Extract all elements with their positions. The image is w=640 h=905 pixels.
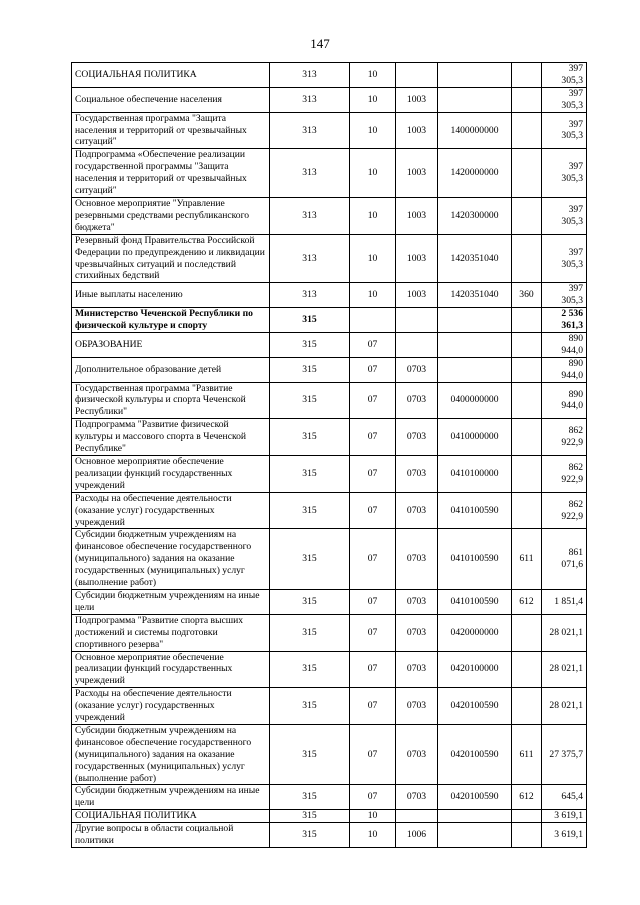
cell-subsection-code: 0703 <box>396 614 438 651</box>
cell-expense-type <box>512 357 542 382</box>
cell-expense-type <box>512 382 542 419</box>
cell-amount: 890 944,0 <box>542 357 587 382</box>
cell-expense-name: СОЦИАЛЬНАЯ ПОЛИТИКА <box>72 810 270 823</box>
cell-expense-name: Подпрограмма "Развитие спорта высших достижений и системы подготовки спортивного резерва" <box>72 614 270 651</box>
cell-expense-name: Субсидии бюджетным учреждениям на иные цели <box>72 785 270 810</box>
table-row <box>72 688 587 725</box>
cell-subsection-code: 1006 <box>396 823 438 848</box>
cell-expense-type <box>512 614 542 651</box>
cell-target-article: 0420100000 <box>438 651 512 688</box>
cell-section-code: 10 <box>350 197 396 234</box>
cell-expense-name: Расходы на обеспечение деятельности (оказание услуг) государственных учреждений <box>72 492 270 529</box>
cell-expense-type <box>512 456 542 493</box>
cell-section-code: 07 <box>350 456 396 493</box>
cell-expense-name: Субсидии бюджетным учреждениям на финансовое обеспечение государственного (муниципального) задания на оказание государственных (муниципальных) услуг (выполнение работ) <box>72 529 270 590</box>
cell-ministry-code: 315 <box>270 308 350 333</box>
cell-expense-type <box>512 492 542 529</box>
table-row <box>72 823 587 848</box>
cell-section-code: 10 <box>350 63 396 88</box>
cell-amount: 890 944,0 <box>542 382 587 419</box>
cell-expense-name: Основное мероприятие обеспечение реализации функций государственных учреждений <box>72 456 270 493</box>
cell-section-code: 07 <box>350 529 396 590</box>
cell-section-code: 07 <box>350 332 396 357</box>
cell-ministry-code: 315 <box>270 456 350 493</box>
budget-table <box>71 62 587 848</box>
table-row <box>72 419 587 456</box>
cell-subsection-code: 0703 <box>396 651 438 688</box>
cell-subsection-code: 0703 <box>396 492 438 529</box>
cell-section-code: 10 <box>350 87 396 112</box>
table-row <box>72 357 587 382</box>
cell-amount: 862 922,9 <box>542 419 587 456</box>
cell-section-code: 10 <box>350 149 396 198</box>
cell-amount: 862 922,9 <box>542 492 587 529</box>
cell-target-article: 0410100000 <box>438 456 512 493</box>
cell-expense-name: Субсидии бюджетным учреждениям на финансовое обеспечение государственного (муниципального) задания на оказание государственных (муниципальных) услуг (выполнение работ) <box>72 724 270 785</box>
cell-section-code: 10 <box>350 234 396 283</box>
cell-expense-name: Государственная программа "Развитие физической культуры и спорта Чеченской Республики" <box>72 382 270 419</box>
cell-section-code: 10 <box>350 283 396 308</box>
cell-ministry-code: 315 <box>270 785 350 810</box>
cell-section-code: 07 <box>350 419 396 456</box>
cell-ministry-code: 313 <box>270 234 350 283</box>
cell-target-article <box>438 87 512 112</box>
cell-subsection-code: 0703 <box>396 382 438 419</box>
cell-amount: 28 021,1 <box>542 688 587 725</box>
cell-expense-type <box>512 197 542 234</box>
cell-expense-name: Субсидии бюджетным учреждениям на иные цели <box>72 589 270 614</box>
cell-section-code: 10 <box>350 112 396 149</box>
cell-subsection-code <box>396 63 438 88</box>
table-body <box>72 63 587 848</box>
cell-section-code: 10 <box>350 823 396 848</box>
cell-section-code: 07 <box>350 357 396 382</box>
cell-expense-type <box>512 63 542 88</box>
table-row <box>72 382 587 419</box>
table-row <box>72 308 587 333</box>
cell-amount: 27 375,7 <box>542 724 587 785</box>
cell-target-article: 1420351040 <box>438 234 512 283</box>
cell-amount: 3 619,1 <box>542 823 587 848</box>
cell-ministry-code: 313 <box>270 112 350 149</box>
cell-amount: 2 536 361,3 <box>542 308 587 333</box>
cell-target-article <box>438 308 512 333</box>
cell-target-article: 0410100590 <box>438 492 512 529</box>
cell-section-code: 07 <box>350 724 396 785</box>
cell-target-article <box>438 823 512 848</box>
table-row <box>72 234 587 283</box>
table-row <box>72 456 587 493</box>
cell-subsection-code: 1003 <box>396 87 438 112</box>
table-row <box>72 589 587 614</box>
cell-section-code: 07 <box>350 589 396 614</box>
cell-expense-type <box>512 234 542 283</box>
cell-subsection-code: 1003 <box>396 149 438 198</box>
cell-expense-name: Дополнительное образование детей <box>72 357 270 382</box>
cell-expense-name: Министерство Чеченской Республики по физической культуре и спорту <box>72 308 270 333</box>
cell-section-code: 07 <box>350 785 396 810</box>
cell-section-code: 07 <box>350 651 396 688</box>
cell-expense-name: Другие вопросы в области социальной политики <box>72 823 270 848</box>
cell-subsection-code: 0703 <box>396 589 438 614</box>
table-row <box>72 614 587 651</box>
cell-expense-name: Резервный фонд Правительства Российской Федерации по предупреждению и ликвидации чрезвычайных ситуаций и последствий стихийных бедствий <box>72 234 270 283</box>
cell-ministry-code: 315 <box>270 589 350 614</box>
cell-target-article: 0400000000 <box>438 382 512 419</box>
cell-subsection-code: 1003 <box>396 112 438 149</box>
table-row <box>72 332 587 357</box>
cell-ministry-code: 315 <box>270 529 350 590</box>
cell-ministry-code: 315 <box>270 810 350 823</box>
cell-target-article <box>438 63 512 88</box>
table-row <box>72 724 587 785</box>
cell-expense-type <box>512 149 542 198</box>
cell-ministry-code: 313 <box>270 87 350 112</box>
cell-subsection-code: 0703 <box>396 419 438 456</box>
cell-expense-name: Расходы на обеспечение деятельности (оказание услуг) государственных учреждений <box>72 688 270 725</box>
table-row <box>72 651 587 688</box>
cell-target-article: 0420100590 <box>438 785 512 810</box>
cell-subsection-code: 1003 <box>396 234 438 283</box>
cell-target-article: 1420000000 <box>438 149 512 198</box>
cell-ministry-code: 315 <box>270 614 350 651</box>
cell-subsection-code: 0703 <box>396 357 438 382</box>
page-number: 147 <box>310 36 330 51</box>
cell-amount: 1 851,4 <box>542 589 587 614</box>
cell-target-article: 0410000000 <box>438 419 512 456</box>
cell-target-article <box>438 357 512 382</box>
cell-target-article <box>438 332 512 357</box>
cell-amount: 862 922,9 <box>542 456 587 493</box>
cell-section-code: 10 <box>350 810 396 823</box>
cell-subsection-code <box>396 332 438 357</box>
cell-subsection-code <box>396 810 438 823</box>
cell-subsection-code: 1003 <box>396 283 438 308</box>
cell-expense-name: Иные выплаты населению <box>72 283 270 308</box>
cell-subsection-code <box>396 308 438 333</box>
cell-target-article: 0420100590 <box>438 688 512 725</box>
cell-subsection-code: 1003 <box>396 197 438 234</box>
cell-ministry-code: 315 <box>270 382 350 419</box>
cell-amount: 397 305,3 <box>542 283 587 308</box>
cell-amount: 397 305,3 <box>542 112 587 149</box>
cell-subsection-code: 0703 <box>396 529 438 590</box>
cell-subsection-code: 0703 <box>396 724 438 785</box>
table-row <box>72 283 587 308</box>
cell-target-article: 0420000000 <box>438 614 512 651</box>
cell-ministry-code: 315 <box>270 823 350 848</box>
table-row <box>72 112 587 149</box>
cell-expense-name: Подпрограмма "Развитие физической культуры и массового спорта в Чеченской Республике" <box>72 419 270 456</box>
cell-expense-type <box>512 651 542 688</box>
cell-amount: 645,4 <box>542 785 587 810</box>
cell-ministry-code: 315 <box>270 332 350 357</box>
table-row <box>72 149 587 198</box>
cell-expense-name: Основное мероприятие обеспечение реализации функций государственных учреждений <box>72 651 270 688</box>
cell-ministry-code: 315 <box>270 419 350 456</box>
cell-expense-type <box>512 332 542 357</box>
cell-target-article <box>438 810 512 823</box>
cell-expense-type <box>512 419 542 456</box>
table-row <box>72 529 587 590</box>
cell-expense-type: 360 <box>512 283 542 308</box>
cell-ministry-code: 315 <box>270 724 350 785</box>
cell-subsection-code: 0703 <box>396 688 438 725</box>
cell-ministry-code: 315 <box>270 688 350 725</box>
cell-section-code: 07 <box>350 614 396 651</box>
table-row <box>72 63 587 88</box>
cell-target-article: 1400000000 <box>438 112 512 149</box>
cell-target-article: 0410100590 <box>438 529 512 590</box>
cell-target-article: 0410100590 <box>438 589 512 614</box>
cell-expense-name: Подпрограмма «Обеспечение реализации государственной программы "Защита населения и территорий от чрезвычайных ситуаций" <box>72 149 270 198</box>
cell-expense-name: Социальное обеспечение населения <box>72 87 270 112</box>
cell-expense-name: Государственная программа "Защита населения и территорий от чрезвычайных ситуаций" <box>72 112 270 149</box>
cell-subsection-code: 0703 <box>396 456 438 493</box>
cell-expense-name: СОЦИАЛЬНАЯ ПОЛИТИКА <box>72 63 270 88</box>
cell-ministry-code: 313 <box>270 149 350 198</box>
cell-subsection-code: 0703 <box>396 785 438 810</box>
table-row <box>72 197 587 234</box>
table-row <box>72 492 587 529</box>
cell-expense-type <box>512 823 542 848</box>
cell-section-code: 07 <box>350 382 396 419</box>
cell-amount: 397 305,3 <box>542 149 587 198</box>
cell-amount: 890 944,0 <box>542 332 587 357</box>
cell-expense-type <box>512 87 542 112</box>
cell-section-code <box>350 308 396 333</box>
cell-ministry-code: 315 <box>270 357 350 382</box>
cell-ministry-code: 313 <box>270 283 350 308</box>
cell-expense-type <box>512 810 542 823</box>
cell-amount: 861 071,6 <box>542 529 587 590</box>
table-row <box>72 810 587 823</box>
table-row <box>72 785 587 810</box>
cell-section-code: 07 <box>350 492 396 529</box>
cell-target-article: 0420100590 <box>438 724 512 785</box>
cell-ministry-code: 315 <box>270 492 350 529</box>
cell-section-code: 07 <box>350 688 396 725</box>
cell-expense-name: Основное мероприятие "Управление резервными средствами республиканского бюджета" <box>72 197 270 234</box>
cell-amount: 397 305,3 <box>542 234 587 283</box>
cell-amount: 28 021,1 <box>542 651 587 688</box>
cell-expense-type: 612 <box>512 589 542 614</box>
cell-ministry-code: 313 <box>270 63 350 88</box>
cell-expense-type: 611 <box>512 724 542 785</box>
cell-target-article: 1420300000 <box>438 197 512 234</box>
cell-expense-type: 611 <box>512 529 542 590</box>
cell-amount: 397 305,3 <box>542 87 587 112</box>
table-row <box>72 87 587 112</box>
cell-target-article: 1420351040 <box>438 283 512 308</box>
cell-amount: 397 305,3 <box>542 197 587 234</box>
cell-amount: 397 305,3 <box>542 63 587 88</box>
cell-expense-type <box>512 308 542 333</box>
cell-expense-type <box>512 112 542 149</box>
cell-amount: 28 021,1 <box>542 614 587 651</box>
cell-expense-type: 612 <box>512 785 542 810</box>
cell-amount: 3 619,1 <box>542 810 587 823</box>
cell-ministry-code: 315 <box>270 651 350 688</box>
cell-ministry-code: 313 <box>270 197 350 234</box>
cell-expense-type <box>512 688 542 725</box>
cell-expense-name: ОБРАЗОВАНИЕ <box>72 332 270 357</box>
